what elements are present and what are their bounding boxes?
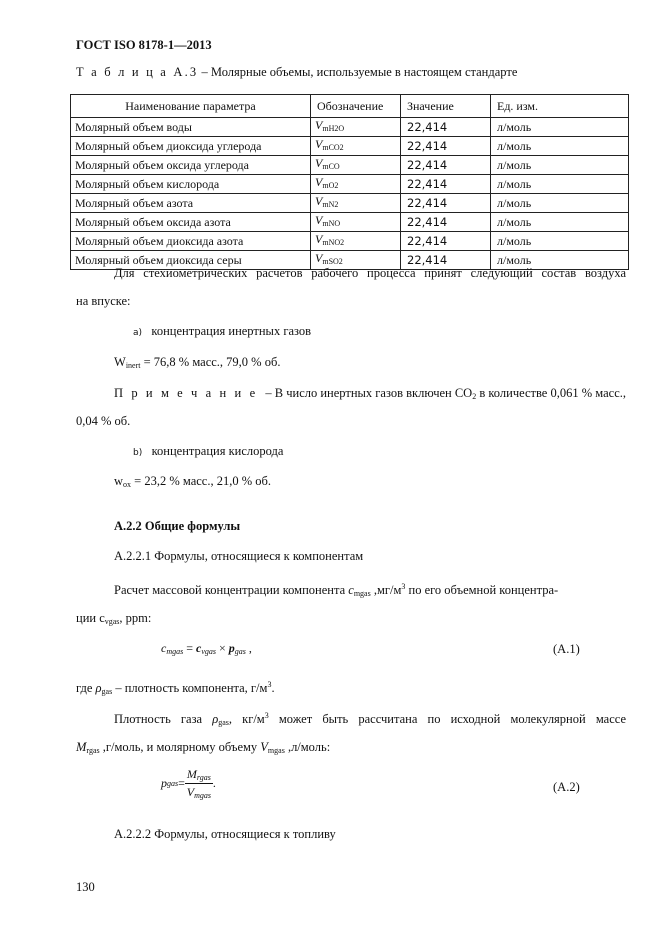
table-caption-text: Молярные объемы, используемые в настоящем стандарте: [210, 65, 518, 79]
mass-concentration-paragraph: Расчет массовой концентрации компонента $c_{mgas}$ $,мг/м^3$ по его объемной концентра-: [114, 582, 559, 598]
document-header: ГОСТ ISO 8178-1—2013: [76, 38, 212, 52]
column-header: Значение: [401, 95, 491, 118]
parameter-value: 22,414: [401, 232, 491, 251]
table-row: [71, 232, 629, 251]
parameter-value: 22,414: [401, 213, 491, 232]
table-caption-label: Т а б л и ц а А.3: [76, 65, 199, 79]
parameter-symbol: $V_{mH2O}$: [311, 118, 401, 137]
list-marker: b): [133, 448, 143, 458]
note-line: [114, 385, 626, 405]
parameter-value: 22,414: [401, 251, 491, 270]
table-header-row: [71, 95, 629, 118]
parameter-name: Молярный объем диоксида азота: [71, 232, 311, 251]
mass-concentration-paragraph-end: ции $c_{vgas}$, ppm:: [76, 611, 152, 626]
parameter-symbol: $V_{mCO}$: [311, 156, 401, 175]
parameter-unit: л/моль: [491, 175, 629, 194]
table-caption: [76, 65, 517, 80]
inert-symbol: W: [114, 355, 126, 369]
parameter-symbol: $V_{mCO2}$: [311, 137, 401, 156]
parameter-unit: л/моль: [491, 118, 629, 137]
parameter-unit: л/моль: [491, 137, 629, 156]
molar-volume-table: [70, 94, 629, 270]
parameter-name: Молярный объем азота: [71, 194, 311, 213]
where-line: где $\rho_{gas}$ – плотность компонента, $г/м^3$.: [76, 680, 275, 696]
subsection-heading-2: А.2.2.2 Формулы, относящиеся к топливу: [114, 827, 336, 841]
oxygen-symbol: w: [114, 474, 124, 488]
list-item-text: концентрация инертных газов: [151, 324, 312, 338]
equation-a2-number: (А.2): [553, 780, 580, 794]
parameter-name: Молярный объем воды: [71, 118, 311, 137]
parameter-symbol: $V_{mN2}$: [311, 194, 401, 213]
column-header: Наименование параметра: [71, 95, 311, 118]
parameter-name: Молярный объем кислорода: [71, 175, 311, 194]
parameter-unit: л/моль: [491, 156, 629, 175]
density-paragraph: Плотность газа $\rho_{gas}$, $кг/м^3$ может быть рассчитана по исходной молекулярной массе: [114, 711, 626, 727]
intro-paragraph: Для стехиометрических расчетов рабочего процесса принят следующий состав воздуха: [114, 266, 626, 280]
list-marker: a): [133, 328, 143, 338]
list-item-a: [133, 323, 311, 341]
parameter-symbol: $V_{mO2}$: [311, 175, 401, 194]
inert-value: [114, 354, 280, 374]
parameter-unit: л/моль: [491, 194, 629, 213]
parameter-value: 22,414: [401, 194, 491, 213]
parameter-name: Молярный объем оксида углерода: [71, 156, 311, 175]
fraction: $\frac{M_{rgas}}{V_{mgas}}$: [186, 767, 211, 800]
equation-a2: p gas = $\frac{M_{rgas}}{V_{mgas}}$ .: [161, 767, 216, 800]
parameter-unit: л/моль: [491, 251, 629, 270]
note-label: П р и м е ч а н и е: [114, 386, 258, 400]
list-item-b: [133, 443, 283, 461]
table-row: [71, 118, 629, 137]
parameter-unit: л/моль: [491, 232, 629, 251]
column-header: Ед. изм.: [491, 95, 629, 118]
table-caption-dash: –: [201, 65, 208, 79]
subsection-heading-1: А.2.2.1 Формулы, относящиеся к компонентам: [114, 549, 364, 563]
oxygen-subscript: ox: [123, 480, 132, 489]
note-text: – В число инертных газов включен $CO_2$ в количестве 0,061 % масс.,: [265, 386, 626, 401]
parameter-value: 22,414: [401, 156, 491, 175]
parameter-symbol: $V_{mNO}$: [311, 213, 401, 232]
parameter-unit: л/моль: [491, 213, 629, 232]
parameter-name: Молярный объем оксида азота: [71, 213, 311, 232]
note-line-2: 0,04 % об.: [76, 414, 131, 428]
parameter-symbol: $V_{mNO2}$: [311, 232, 401, 251]
parameter-value: 22,414: [401, 137, 491, 156]
equation-a1: $c_{mgas} = c_{vgas} \times p_{gas}$ ,: [161, 641, 252, 656]
inert-subscript: inert: [125, 361, 141, 370]
oxygen-value: [114, 473, 271, 493]
parameter-symbol: $V_{mSO2}$: [311, 251, 401, 270]
inert-values: = 76,8 % масс., 79,0 % об.: [140, 355, 281, 369]
section-heading: А.2.2 Общие формулы: [114, 519, 241, 533]
equation-a1-number: (А.1): [553, 642, 580, 656]
table-row: [71, 194, 629, 213]
oxygen-values: = 23,2 % масс., 21,0 % об.: [131, 474, 271, 488]
table-row: [71, 175, 629, 194]
table-row: [71, 156, 629, 175]
list-item-text: концентрация кислорода: [151, 444, 284, 458]
page-number: 130: [76, 880, 95, 894]
density-paragraph-end: $M_{rgas}$ ,г/моль, и молярному объему $V_{mgas}$ ,л/моль:: [76, 740, 331, 755]
parameter-value: 22,414: [401, 118, 491, 137]
table-row: [71, 137, 629, 156]
parameter-value: 22,414: [401, 175, 491, 194]
intro-paragraph-end: на впуске:: [76, 294, 131, 308]
column-header: Обозначение: [311, 95, 401, 118]
parameter-name: Молярный объем диоксида серы: [71, 251, 311, 270]
parameter-name: Молярный объем диоксида углерода: [71, 137, 311, 156]
table-row: [71, 213, 629, 232]
